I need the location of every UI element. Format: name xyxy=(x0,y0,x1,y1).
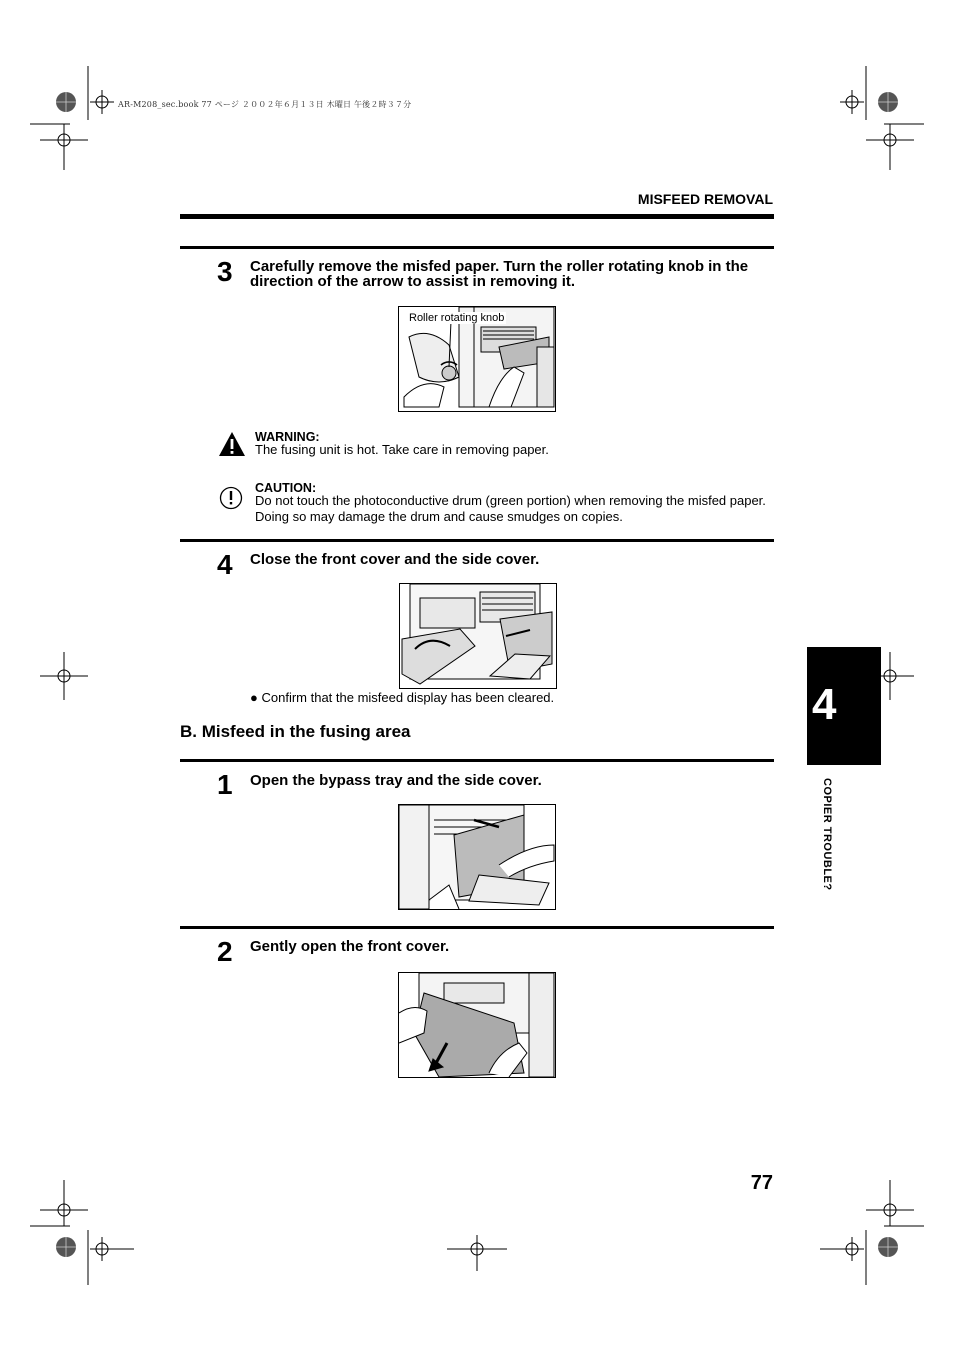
page-number: 77 xyxy=(750,1172,773,1194)
header-rule xyxy=(180,214,774,219)
step-instruction: Carefully remove the misfed paper. Turn the roller rotating knob in the direction of the arrow to assist in removing it. xyxy=(250,258,749,290)
header-title: MISFEED REMOVAL xyxy=(637,191,773,207)
print-slug: AR-M208_sec.book 77 ページ ２００２年６月１３日 木曜日 午後２時３７分 xyxy=(118,100,412,109)
caution-title: CAUTION: xyxy=(255,481,317,495)
step-number: 1 xyxy=(217,769,233,800)
step-instruction: Open the bypass tray and the side cover. xyxy=(250,772,542,789)
figure-close-covers xyxy=(399,583,557,689)
chapter-number: 4 xyxy=(812,680,837,729)
bullet-note xyxy=(250,690,554,705)
figure-front-cover xyxy=(398,972,556,1078)
chapter-label: COPIER TROUBLE? xyxy=(821,778,833,891)
step-divider xyxy=(180,246,774,249)
step-divider xyxy=(180,759,774,762)
step-instruction: Close the front cover and the side cover. xyxy=(250,551,540,568)
figure-roller-knob xyxy=(398,306,556,412)
step-number: 4 xyxy=(217,549,233,580)
caution-icon xyxy=(219,486,243,510)
caution-body: Do not touch the photoconductive drum (green portion) when removing the misfed paper. Doing so may damage the drum and cause smudges on copies. xyxy=(255,493,766,524)
step-instruction: Gently open the front cover. xyxy=(250,938,450,955)
figure-bypass-tray xyxy=(398,804,556,910)
warning-body: The fusing unit is hot. Take care in removing paper. xyxy=(255,442,549,457)
step-number: 2 xyxy=(217,936,233,967)
step-divider xyxy=(180,926,774,929)
figure-callout: Roller rotating knob xyxy=(409,312,505,324)
step-number: 3 xyxy=(217,256,233,287)
step-divider xyxy=(180,539,774,542)
warning-icon xyxy=(218,431,246,457)
warning-title: WARNING: xyxy=(255,430,320,444)
bullet-icon: ● xyxy=(250,690,258,705)
section-title: B. Misfeed in the fusing area xyxy=(180,722,411,741)
bullet-text: Confirm that the misfeed display has been cleared. xyxy=(261,690,555,705)
